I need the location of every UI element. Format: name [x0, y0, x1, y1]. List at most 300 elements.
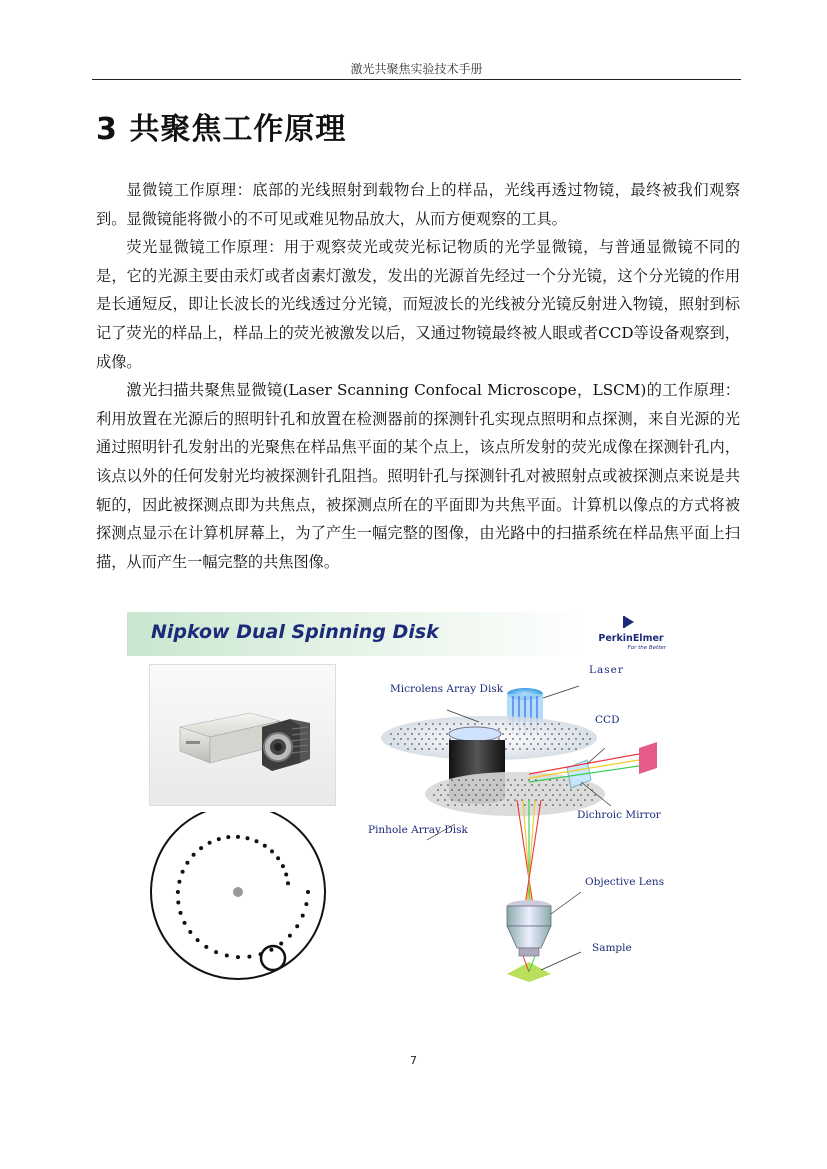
pinhole-array-dot: [531, 794, 533, 796]
pinhole-array-dot: [521, 779, 523, 781]
microlens-dot: [537, 723, 539, 725]
microlens-dot: [407, 738, 409, 740]
pinhole-array-dot: [465, 789, 467, 791]
pinhole-array-dot: [507, 799, 509, 801]
pinhole-array-dot: [521, 789, 523, 791]
microlens-dot: [544, 723, 546, 725]
microlens-dot: [519, 728, 521, 730]
pinhole-array-dot: [528, 779, 530, 781]
pinhole-dot: [295, 924, 299, 928]
microlens-dot: [530, 723, 532, 725]
brand-name: PerkinElmer: [598, 633, 664, 644]
microlens-dot: [442, 728, 444, 730]
microlens-dot: [505, 728, 507, 730]
pinhole-array-dot: [489, 794, 491, 796]
pinhole-array-dot: [552, 784, 554, 786]
pinhole-array-dot: [433, 794, 435, 796]
pinhole-array-dot: [545, 794, 547, 796]
label-objective-lens: Objective Lens: [585, 876, 665, 888]
microlens-dot: [474, 723, 476, 725]
pinhole-array-dot: [594, 794, 596, 796]
microlens-dot: [397, 733, 399, 735]
pinhole-array-dot: [580, 804, 582, 806]
microlens-dot: [400, 738, 402, 740]
microlens-dot: [533, 748, 535, 750]
microlens-dot: [516, 723, 518, 725]
pinhole-array-dot: [531, 784, 533, 786]
pinhole-dot: [177, 880, 181, 884]
pinhole-array-dot: [514, 779, 516, 781]
microlens-dot: [575, 738, 577, 740]
pinhole-dot: [247, 955, 251, 959]
pinhole-array-dot: [458, 789, 460, 791]
pinhole-array-dot: [542, 799, 544, 801]
pinhole-dot: [263, 844, 267, 848]
pinhole-array-dot: [493, 779, 495, 781]
microlens-dot: [568, 728, 570, 730]
pinhole-array-dot: [566, 794, 568, 796]
microlens-dot: [425, 723, 427, 725]
pinhole-array-dot: [454, 784, 456, 786]
pinhole-dot: [281, 864, 285, 868]
microlens-dot: [439, 723, 441, 725]
microlens-dot: [572, 743, 574, 745]
pinhole-array-dot: [563, 799, 565, 801]
pinhole-array-dot: [563, 779, 565, 781]
pinhole-array-dot: [514, 799, 516, 801]
microlens-dot: [432, 733, 434, 735]
pinhole-array-dot: [444, 789, 446, 791]
pinhole-array-dot: [559, 804, 561, 806]
pinhole-dot: [199, 846, 203, 850]
pinhole-array-dot: [440, 794, 442, 796]
page-number: 7: [410, 1054, 417, 1067]
pinhole-array-dot: [542, 789, 544, 791]
pinhole-array-dot: [468, 784, 470, 786]
microlens-dot: [425, 743, 427, 745]
pinhole-array-dot: [503, 784, 505, 786]
microlens-dot: [428, 738, 430, 740]
brand-logo: [594, 615, 668, 655]
microlens-dot: [561, 728, 563, 730]
microlens-dot: [544, 733, 546, 735]
pinhole-array-dot: [503, 794, 505, 796]
pinhole-dot: [179, 911, 183, 915]
microlens-dot: [530, 743, 532, 745]
pinhole-array-dot: [489, 804, 491, 806]
pinhole-dot: [236, 835, 240, 839]
microlens-dot: [575, 748, 577, 750]
microlens-dot: [533, 738, 535, 740]
pinhole-array-dot: [503, 804, 505, 806]
pinhole-array-dot: [552, 804, 554, 806]
label-ccd: CCD: [595, 714, 620, 726]
pinhole-dot: [286, 881, 290, 885]
pinhole-array-dot: [545, 804, 547, 806]
microlens-dot: [460, 723, 462, 725]
pinhole-dot: [288, 934, 292, 938]
chapter-title: 3 共聚焦工作原理: [96, 112, 347, 147]
microlens-dot: [505, 738, 507, 740]
pinhole-array-dot: [577, 799, 579, 801]
pinhole-dot: [185, 861, 189, 865]
microlens-dot: [425, 733, 427, 735]
pinhole-array-dot: [482, 804, 484, 806]
pinhole-array-dot: [577, 789, 579, 791]
pinhole-dot: [304, 902, 308, 906]
pinhole-array-dot: [496, 794, 498, 796]
pinhole-dot: [276, 856, 280, 860]
pinhole-array-dot: [496, 784, 498, 786]
microlens-dot: [502, 723, 504, 725]
microlens-dot: [435, 728, 437, 730]
microlens-dot: [558, 743, 560, 745]
microlens-dot: [428, 728, 430, 730]
pinhole-array-dot: [573, 794, 575, 796]
microlens-dot: [442, 738, 444, 740]
brand-mark-icon: [622, 615, 636, 629]
microlens-dot: [418, 723, 420, 725]
pinhole-dot: [176, 901, 180, 905]
microlens-dot: [467, 723, 469, 725]
microlens-dot: [498, 738, 500, 740]
microlens-dot: [572, 733, 574, 735]
microlens-dot: [582, 738, 584, 740]
pinhole-array-dot: [472, 789, 474, 791]
pinhole-array-dot: [517, 784, 519, 786]
pinhole-array-dot: [531, 804, 533, 806]
pinhole-array-dot: [447, 794, 449, 796]
pinhole-array-dot: [489, 784, 491, 786]
microlens-dot: [418, 733, 420, 735]
pinhole-array-dot: [475, 794, 477, 796]
pinhole-array-dot: [461, 784, 463, 786]
pinhole-array-dot: [500, 789, 502, 791]
paragraph-confocal-principle: 激光扫描共聚焦显微镜(Laser Scanning Confocal Microscope，LSCM)的工作原理：利用放置在光源后的照明针孔和放置在检测器前的探测针孔实现点照明和点探测，来自光源的光通过照明针孔发射出的光聚焦在样品焦平面的某个点上，该点所发射的荧光成像在探测针孔内，该点以外的任何发射光均被探测针孔阻挡。照明针孔与探测针孔对被照射点或被探测点来说是共轭的，因此被探测点即为共焦点，被探测点所在的平面即为共焦平面。计算机以像点的方式将被探测点显示在计算机屏幕上，为了产生一幅完整的图像，由光路中的扫描系统在样品焦平面上扫描，从而产生一幅完整的共焦图像。: [96, 381, 740, 571]
figure-banner: [127, 612, 669, 656]
pinhole-array-dot: [465, 779, 467, 781]
pinhole-dot: [284, 873, 288, 877]
microlens-dot: [428, 748, 430, 750]
pinhole-array-dot: [440, 784, 442, 786]
pinhole-array-dot: [573, 804, 575, 806]
pinhole-dot: [181, 870, 185, 874]
pinhole-array-dot: [447, 784, 449, 786]
microlens-dot: [404, 733, 406, 735]
pinhole-array-dot: [559, 794, 561, 796]
microlens-dot: [418, 743, 420, 745]
pinhole-array-dot: [556, 789, 558, 791]
pinhole-array-dot: [486, 799, 488, 801]
pinhole-array-dot: [472, 799, 474, 801]
microlens-dot: [554, 748, 556, 750]
microlens-dot: [540, 738, 542, 740]
microlens-dot: [526, 738, 528, 740]
microlens-dot: [446, 733, 448, 735]
pinhole-array-dot: [535, 789, 537, 791]
pinhole-array-dot: [500, 779, 502, 781]
running-header: 激光共聚焦实验技术手册: [350, 62, 483, 76]
pinhole-dot: [226, 835, 230, 839]
microlens-dot: [453, 723, 455, 725]
optical-schematic: [367, 656, 669, 984]
pinhole-array-dot: [454, 804, 456, 806]
pinhole-dot: [225, 954, 229, 958]
microlens-dot: [568, 738, 570, 740]
pinhole-dot: [269, 948, 273, 952]
microlens-dot: [547, 728, 549, 730]
microlens-dot: [561, 738, 563, 740]
pinhole-dot: [204, 945, 208, 949]
body-text: [96, 176, 740, 576]
pinhole-array-dot: [468, 794, 470, 796]
pinhole-array-dot: [482, 784, 484, 786]
pinhole-array-dot: [570, 799, 572, 801]
header-divider: [92, 79, 741, 80]
pinhole-array-dot: [479, 799, 481, 801]
pinhole-array-dot: [559, 784, 561, 786]
pinhole-array-dot: [549, 789, 551, 791]
pinhole-dot: [217, 837, 221, 841]
pinhole-array-dot: [475, 784, 477, 786]
pinhole-array-dot: [482, 794, 484, 796]
microlens-dot: [509, 743, 511, 745]
microlens-dot: [509, 723, 511, 725]
pinhole-array-dot: [461, 804, 463, 806]
pinhole-array-dot: [447, 804, 449, 806]
label-pinhole-array-disk: Pinhole Array Disk: [368, 824, 468, 836]
microlens-dot: [446, 723, 448, 725]
pinhole-array-dot: [486, 779, 488, 781]
pinhole-array-dot: [545, 784, 547, 786]
pinhole-array-dot: [538, 804, 540, 806]
pinhole-array-dot: [461, 794, 463, 796]
microlens-dot: [519, 738, 521, 740]
pinhole-array-dot: [566, 784, 568, 786]
microlens-dot: [432, 723, 434, 725]
microlens-dot: [554, 738, 556, 740]
microlens-dot: [435, 738, 437, 740]
microlens-dot: [523, 743, 525, 745]
pinhole-array-dot: [507, 789, 509, 791]
pinhole-dot: [246, 836, 250, 840]
microlens-dot: [411, 733, 413, 735]
pinhole-array-dot: [510, 794, 512, 796]
pinhole-dot: [192, 853, 196, 857]
nipkow-disk-diagram: [149, 812, 334, 984]
pinhole-array-dot: [538, 784, 540, 786]
pinhole-dot: [183, 921, 187, 925]
pinhole-array-dot: [524, 794, 526, 796]
microlens-dot: [561, 748, 563, 750]
microlens-dot: [530, 733, 532, 735]
pinhole-array-dot: [580, 794, 582, 796]
pinhole-array-dot: [475, 804, 477, 806]
pinhole-array-dot: [556, 779, 558, 781]
microlens-dot: [397, 743, 399, 745]
pinhole-array-dot: [584, 789, 586, 791]
pinhole-array-dot: [437, 799, 439, 801]
microlens-dot: [432, 743, 434, 745]
pinhole-array-dot: [437, 789, 439, 791]
microlens-dot: [439, 733, 441, 735]
microlens-dot: [586, 743, 588, 745]
pinhole-dot: [255, 839, 259, 843]
microlens-dot: [435, 748, 437, 750]
microlens-dot: [502, 733, 504, 735]
pinhole-disk-icon: [149, 812, 334, 984]
pinhole-array-dot: [479, 779, 481, 781]
microlens-dot: [540, 728, 542, 730]
microlens-dot: [481, 723, 483, 725]
pinhole-array-dot: [549, 799, 551, 801]
microlens-dot: [495, 723, 497, 725]
microlens-dot: [540, 748, 542, 750]
pinhole-array-dot: [584, 799, 586, 801]
paragraph-fluorescence-principle: 荧光显微镜工作原理：用于观察荧光或荧光标记物质的光学显微镜，与普通显微镜不同的是，它的光源主要由汞灯或者卤素灯激发，发出的光源首先经过一个分光镜，这个分光镜的作用是长通短反，即让长波长的光线透过分光镜，而短波长的光线被分光镜反射进入物镜，照射到标记了荧光的样品上，样品上的荧光被激发以后，又通过物镜最终被人眼或者CCD等设备观察到，成像。: [96, 238, 740, 371]
microlens-dot: [551, 743, 553, 745]
pinhole-array-dot: [465, 799, 467, 801]
microlens-dot: [446, 743, 448, 745]
pinhole-dot: [214, 950, 218, 954]
pinhole-array-dot: [538, 794, 540, 796]
microlens-dot: [390, 743, 392, 745]
microlens-dot: [537, 733, 539, 735]
microlens-dot: [565, 733, 567, 735]
pinhole-array-dot: [486, 789, 488, 791]
pinhole-array-dot: [566, 804, 568, 806]
label-sample: Sample: [592, 942, 632, 954]
pinhole-dot: [306, 890, 310, 894]
pinhole-array-dot: [587, 794, 589, 796]
pinhole-array-dot: [556, 799, 558, 801]
microlens-dot: [526, 748, 528, 750]
device-photo: [149, 664, 336, 806]
microlens-dot: [512, 748, 514, 750]
microlens-dot: [411, 743, 413, 745]
label-microlens-array-disk: Microlens Array Disk: [390, 683, 504, 695]
microlens-dot: [421, 728, 423, 730]
microlens-dot: [519, 748, 521, 750]
pinhole-array-dot: [510, 804, 512, 806]
microlens-dot: [512, 728, 514, 730]
pinhole-dot: [176, 890, 180, 894]
pinhole-array-dot: [451, 779, 453, 781]
microlens-dot: [414, 748, 416, 750]
microlens-dot: [589, 738, 591, 740]
microlens-dot: [404, 743, 406, 745]
pinhole-array-dot: [514, 789, 516, 791]
pinhole-array-dot: [517, 794, 519, 796]
spinning-disk-unit-image: [150, 665, 335, 805]
label-dichroic-mirror: Dichroic Mirror: [577, 809, 661, 821]
microlens-dot: [523, 723, 525, 725]
pinhole-dot: [236, 955, 240, 959]
microlens-dot: [516, 733, 518, 735]
pinhole-array-dot: [524, 804, 526, 806]
microlens-dot: [407, 748, 409, 750]
pinhole-array-dot: [510, 784, 512, 786]
pinhole-dot: [196, 938, 200, 942]
pinhole-array-dot: [496, 804, 498, 806]
microlens-dot: [544, 743, 546, 745]
microlens-dot: [516, 743, 518, 745]
microlens-dot: [547, 738, 549, 740]
pinhole-array-dot: [451, 799, 453, 801]
microlens-dot: [554, 728, 556, 730]
microlens-dot: [509, 733, 511, 735]
pinhole-array-dot: [570, 789, 572, 791]
microlens-dot: [400, 728, 402, 730]
pinhole-array-dot: [451, 789, 453, 791]
microlens-dot: [533, 728, 535, 730]
microlens-dot: [407, 728, 409, 730]
pinhole-array-dot: [458, 799, 460, 801]
microlens-dot: [414, 728, 416, 730]
pinhole-array-dot: [458, 779, 460, 781]
pinhole-dot: [301, 914, 305, 918]
microlens-dot: [579, 733, 581, 735]
microlens-dot: [551, 723, 553, 725]
microlens-dot: [558, 733, 560, 735]
pinhole-array-dot: [454, 794, 456, 796]
microlens-dot: [498, 728, 500, 730]
microlens-dot: [579, 743, 581, 745]
pinhole-array-dot: [493, 789, 495, 791]
pinhole-dot: [208, 841, 212, 845]
microlens-dot: [414, 738, 416, 740]
pinhole-array-dot: [507, 779, 509, 781]
microlens-dot: [449, 738, 451, 740]
microlens-dot: [537, 743, 539, 745]
pinhole-array-dot: [528, 789, 530, 791]
pinhole-array-dot: [552, 794, 554, 796]
microlens-dot: [547, 748, 549, 750]
microlens-dot: [442, 748, 444, 750]
pinhole-array-dot: [468, 804, 470, 806]
microlens-dot: [512, 738, 514, 740]
microlens-dot: [421, 738, 423, 740]
paragraph-microscope-principle: 显微镜工作原理：底部的光线照射到载物台上的样品，光线再透过物镜，最终被我们观察到。显微镜能将微小的不可见或难见物品放大，从而方便观察的工具。: [96, 181, 740, 228]
microlens-dot: [565, 743, 567, 745]
pinhole-dot: [270, 849, 274, 853]
microlens-dot: [393, 738, 395, 740]
pinhole-array-dot: [591, 799, 593, 801]
microlens-dot: [558, 723, 560, 725]
pinhole-array-dot: [493, 799, 495, 801]
pinhole-array-dot: [472, 779, 474, 781]
microlens-dot: [488, 723, 490, 725]
microlens-dot: [505, 748, 507, 750]
microlens-dot: [523, 733, 525, 735]
pinhole-dot: [188, 930, 192, 934]
pinhole-dot: [279, 942, 283, 946]
microlens-dot: [575, 728, 577, 730]
pinhole-array-dot: [479, 789, 481, 791]
microlens-dot: [439, 743, 441, 745]
microlens-dot: [390, 733, 392, 735]
pinhole-array-dot: [524, 784, 526, 786]
pinhole-array-dot: [444, 799, 446, 801]
brand-tagline: For the Better: [627, 645, 666, 651]
pinhole-array-dot: [500, 799, 502, 801]
pinhole-array-dot: [563, 789, 565, 791]
spinning-disk-figure: [127, 612, 669, 984]
microlens-dot: [568, 748, 570, 750]
microlens-dot: [586, 733, 588, 735]
microlens-dot: [551, 733, 553, 735]
label-laser: Laser: [589, 664, 624, 676]
